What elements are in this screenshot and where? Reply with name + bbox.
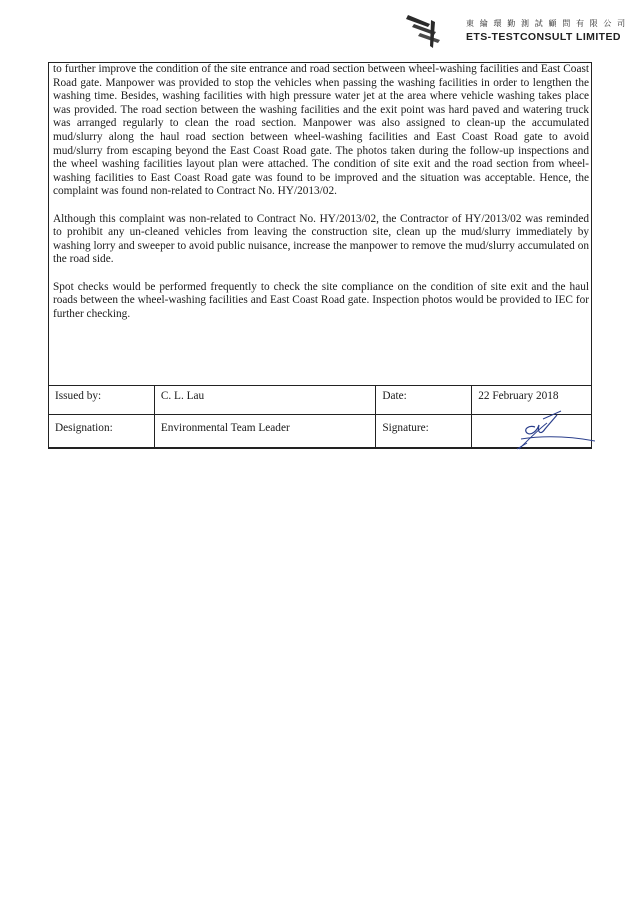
ets-logo-icon bbox=[400, 12, 462, 50]
paragraph-improvement-measures: to further improve the condition of the site entrance and road section between wheel-washing facilities and East Coast Road gate. Manpower was provided to stop the vehicles when passing the washing facilities in order to lengthen the washing time. Besides, washing facilities with high pressure water jet at the area where vehicle washing takes place was provided. The road section between the washing facilities and the exit point was hard paved and watering truck was arranged regularly to clean the road section. Manpower was also assigned to clean-up the accumulated mud/slurry along the haul road section between wheel-washing facilities and East Coast Road gate to avoid mud/slurry from escaping beyond the East Coast Road gate. The photos taken during the follow-up inspections and the wheel washing facilities layout plan were attached. The condition of site exit and the road section from wheel-washing facilities to East Coast Road gate was found to be improved and the situation was acceptable. Hence, the complaint was found non-related to Contract No. HY/2013/02. bbox=[53, 63, 589, 198]
report-frame bbox=[48, 62, 592, 448]
paragraph-spot-checks: Spot checks would be performed frequently to check the site compliance on the condition of site exit and the haul roads between the wheel-washing facilities and East Coast Road gate. Inspection photos would be provided to IEC for further checking. bbox=[53, 280, 589, 320]
paragraph-contractor-reminder: Although this complaint was non-related to Contract No. HY/2013/02, the Contractor of HY/2013/02 was reminded to prohibit any un-cleaned vehicles from leaving the construction site, clean up the mud/slurry immediately by washing lorry and sweeper to avoid public nuisance, increase the manpower to remove the mud/slurry accumulated on the road side. bbox=[53, 212, 589, 266]
company-name-chinese: 東 綸 環 勤 測 試 顧 問 有 限 公 司 bbox=[466, 19, 627, 28]
signature-label: Signature: bbox=[376, 415, 472, 449]
date-label: Date: bbox=[376, 386, 472, 415]
company-name-english: ETS-TESTCONSULT LIMITED bbox=[466, 31, 621, 43]
report-body bbox=[53, 63, 589, 335]
designation-value: Environmental Team Leader bbox=[154, 415, 376, 449]
date-value: 22 February 2018 bbox=[472, 386, 592, 415]
handwritten-signature bbox=[477, 409, 595, 451]
issued-by-label: Issued by: bbox=[49, 386, 155, 415]
designation-label: Designation: bbox=[49, 415, 155, 449]
issued-by-value: C. L. Lau bbox=[154, 386, 376, 415]
company-logo bbox=[400, 12, 630, 50]
